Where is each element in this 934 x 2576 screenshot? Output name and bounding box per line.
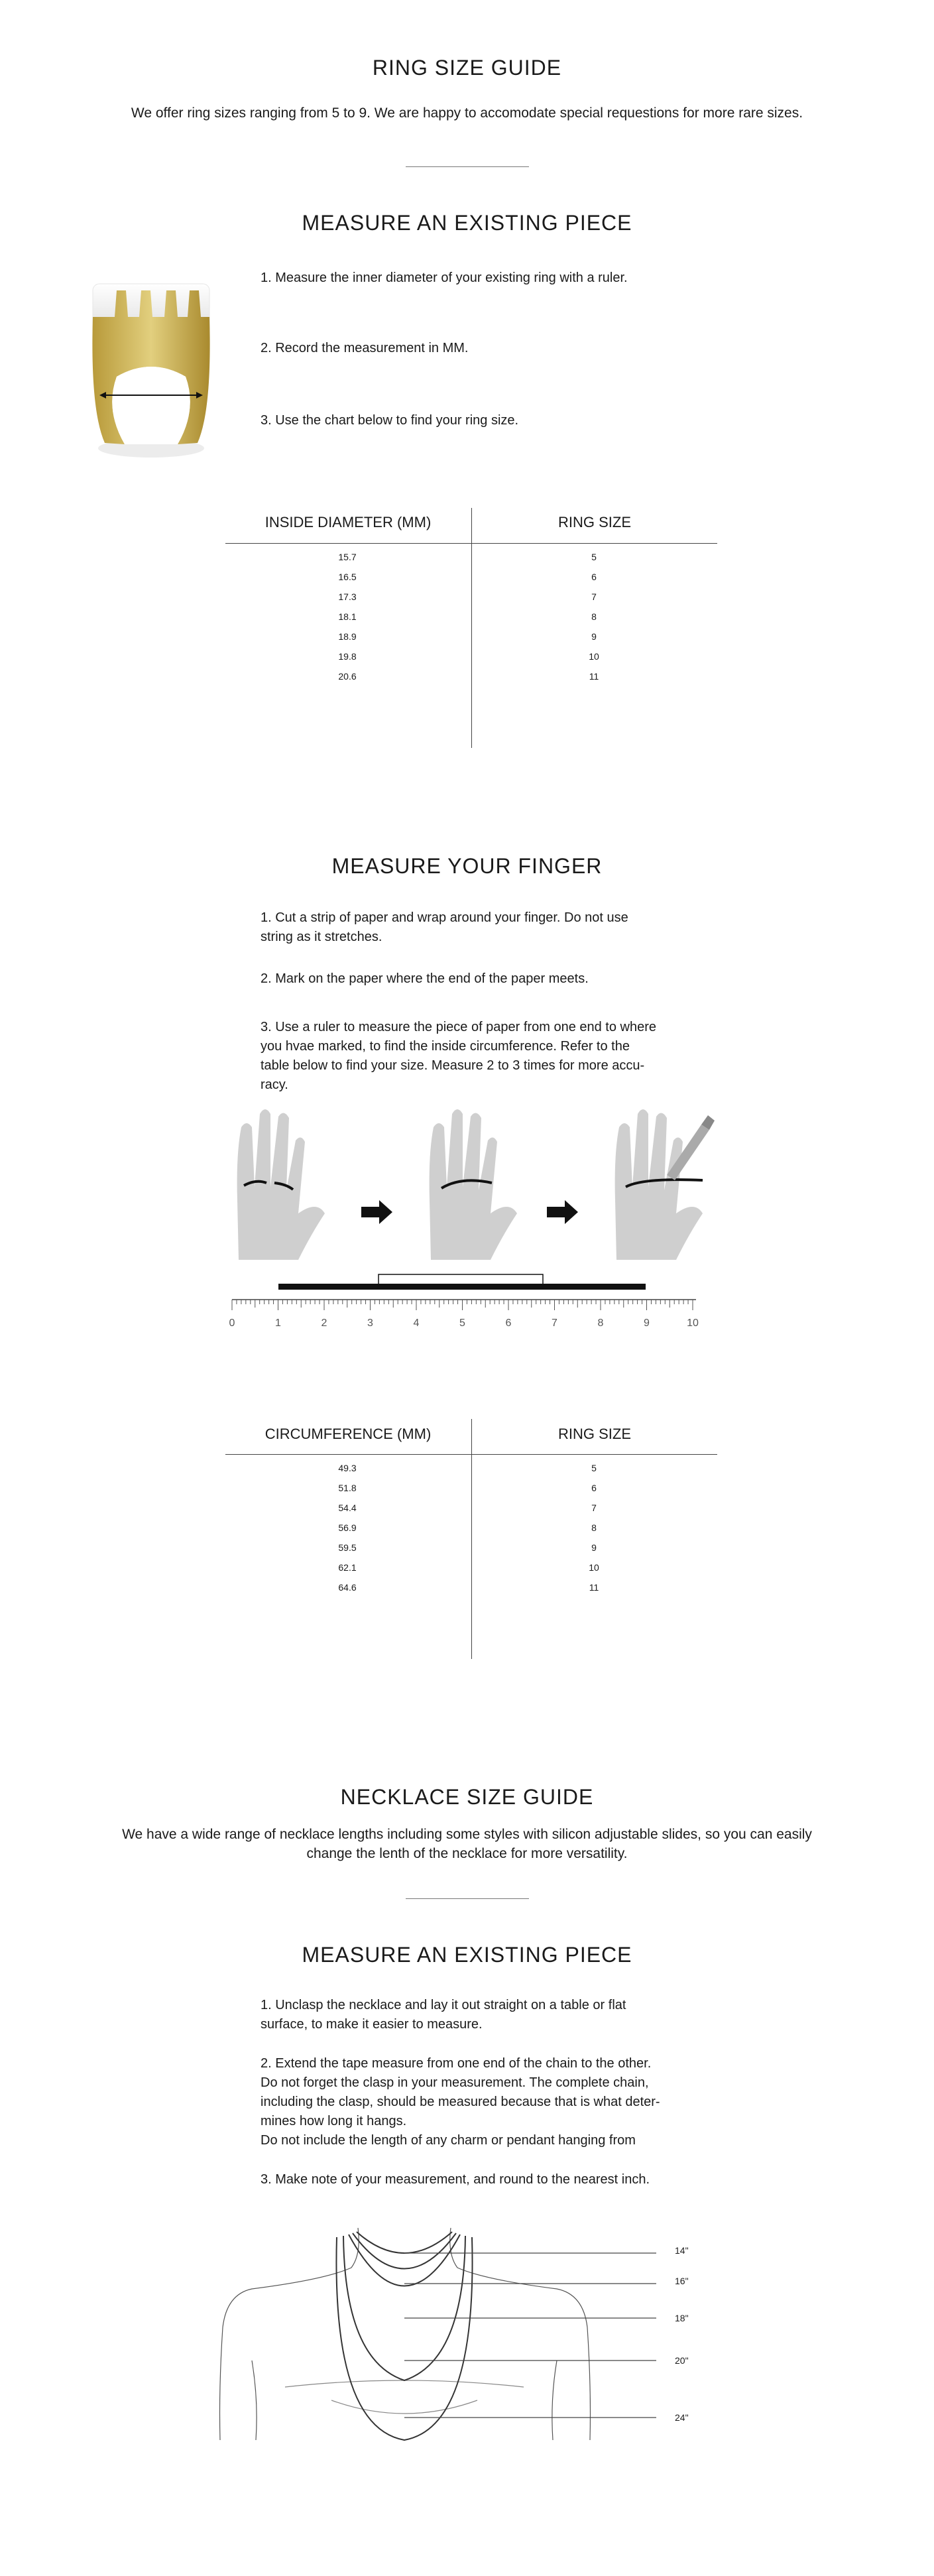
necklace-length-illustration: [212, 2228, 716, 2447]
table-cell: 18.1: [338, 611, 357, 622]
table-cell: 6: [591, 572, 597, 582]
necklace-length-18: 18": [675, 2313, 689, 2323]
table-cell: 5: [591, 552, 597, 562]
table-cell: 8: [591, 611, 597, 622]
necklace-step-1a: 1. Unclasp the necklace and lay it out straight on a table or flat: [261, 1998, 626, 2012]
table-cell: 54.4: [338, 1503, 357, 1513]
table-cell: 64.6: [338, 1582, 357, 1593]
necklace-step-3: 3. Make note of your measurement, and round to the nearest inch.: [261, 2172, 650, 2187]
table-cell: 15.7: [338, 552, 357, 562]
ruler-label: 1: [275, 1318, 281, 1329]
ring-guide-intro: We offer ring sizes ranging from 5 to 9. We are happy to accomodate special requestions for more rare sizes.: [131, 105, 803, 121]
finger-step-3d: racy.: [261, 1077, 288, 1092]
table-cell: 6: [591, 1483, 597, 1493]
table-cell: 49.3: [338, 1463, 357, 1473]
ruler-label: 3: [367, 1318, 373, 1329]
table-column-rule: [471, 508, 472, 748]
table-cell: 59.5: [338, 1542, 357, 1553]
table-cell: 51.8: [338, 1483, 357, 1493]
table-header-diameter: INSIDE DIAMETER (MM): [264, 514, 432, 530]
ring-guide-title: RING SIZE GUIDE: [372, 56, 562, 80]
ruler-label: 8: [597, 1318, 604, 1329]
table-cell: 9: [591, 631, 597, 642]
paper-strip: [278, 1284, 646, 1290]
ruler-label: 5: [459, 1318, 465, 1329]
table-cell: 8: [591, 1522, 597, 1533]
table-header-ring-size: RING SIZE: [557, 514, 631, 530]
ruler-label: 0: [229, 1318, 235, 1329]
finger-step-3b: you hvae marked, to find the inside circumference. Refer to the: [261, 1039, 630, 1054]
finger-step-3c: table below to find your size. Measure 2 to 3 times for more accu-: [261, 1058, 645, 1073]
necklace-length-14: 14": [675, 2245, 689, 2256]
finger-measure-illustration: [225, 1101, 729, 1266]
necklace-length-20: 20": [675, 2355, 689, 2366]
measure-bracket: [379, 1274, 543, 1284]
table-cell: 20.6: [338, 671, 357, 682]
necklace-length-24: 24": [675, 2412, 689, 2423]
table-cell: 11: [589, 1582, 599, 1593]
table-cell: 18.9: [338, 631, 357, 642]
necklace-step-2e: Do not include the length of any charm or pendant hanging from: [261, 2133, 636, 2148]
necklace-step-2c: including the clasp, should be measured because that is what deter-: [261, 2095, 660, 2109]
table-header-circumference: CIRCUMFERENCE (MM): [264, 1426, 432, 1442]
necklace-existing-title: MEASURE AN EXISTING PIECE: [302, 1943, 632, 1967]
table-cell: 10: [589, 1562, 599, 1573]
ruler-illustration: [225, 1260, 703, 1339]
ruler-label: 9: [644, 1318, 650, 1329]
section-divider: [406, 1898, 529, 1899]
table-cell: 17.3: [338, 591, 357, 602]
necklace-intro-line-1: We have a wide range of necklace lengths including some styles with silicon adjustable slides, so you can easily: [122, 1827, 812, 1842]
ruler-label: 2: [321, 1318, 327, 1329]
ring-illustration: [78, 277, 224, 463]
finger-title: MEASURE YOUR FINGER: [331, 854, 603, 878]
ruler-label: 7: [552, 1318, 557, 1329]
necklace-guide-title: NECKLACE SIZE GUIDE: [340, 1785, 594, 1809]
section-divider: [406, 166, 529, 167]
table-cell: 16.5: [338, 572, 357, 582]
table-cell: 62.1: [338, 1562, 357, 1573]
table-cell: 7: [591, 591, 597, 602]
ring-step-1: 1. Measure the inner diameter of your existing ring with a ruler.: [261, 271, 628, 285]
table-cell: 56.9: [338, 1522, 357, 1533]
necklace-step-2b: Do not forget the clasp in your measurement. The complete chain,: [261, 2075, 649, 2090]
table-cell: 19.8: [338, 651, 357, 662]
finger-step-2: 2. Mark on the paper where the end of the paper meets.: [261, 971, 589, 986]
ring-step-3: 3. Use the chart below to find your ring size.: [261, 413, 519, 428]
ruler-label: 4: [413, 1318, 420, 1329]
finger-step-1a: 1. Cut a strip of paper and wrap around your finger. Do not use: [261, 910, 628, 925]
ring-existing-title: MEASURE AN EXISTING PIECE: [302, 211, 632, 235]
table-column-rule: [471, 1419, 472, 1659]
necklace-step-1b: surface, to make it easier to measure.: [261, 2017, 483, 2032]
ruler-label: 6: [505, 1318, 512, 1329]
ruler-label: 10: [687, 1318, 699, 1329]
table-header-ring-size: RING SIZE: [557, 1426, 631, 1442]
finger-step-3a: 3. Use a ruler to measure the piece of paper from one end to where: [261, 1020, 657, 1034]
table-cell: 5: [591, 1463, 597, 1473]
table-cell: 9: [591, 1542, 597, 1553]
table-cell: 11: [589, 671, 599, 682]
table-cell: 7: [591, 1503, 597, 1513]
necklace-step-2d: mines how long it hangs.: [261, 2114, 407, 2128]
table-cell: 10: [589, 651, 599, 662]
necklace-length-16: 16": [675, 2276, 689, 2286]
necklace-intro-line-2: change the lenth of the necklace for more versatility.: [306, 1846, 628, 1861]
finger-step-1b: string as it stretches.: [261, 930, 382, 944]
ring-step-2: 2. Record the measurement in MM.: [261, 341, 469, 355]
necklace-step-2a: 2. Extend the tape measure from one end of the chain to the other.: [261, 2056, 652, 2071]
